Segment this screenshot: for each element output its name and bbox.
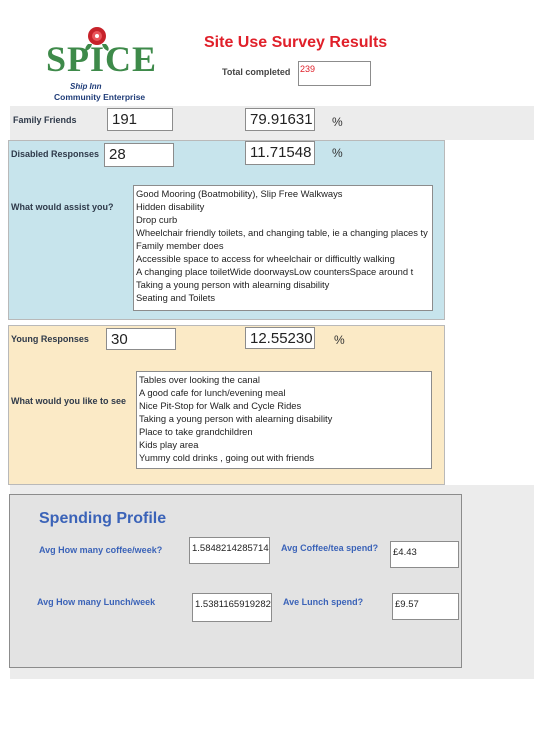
list-item: Tables over looking the canal [139,374,260,385]
family-percent-field[interactable]: 79.91631 [245,108,315,131]
lunch-spend-label: Ave Lunch spend? [283,597,364,607]
young-percent-sign: % [334,333,345,347]
young-count-field[interactable]: 30 [106,328,176,350]
list-item: Hidden disability [136,201,205,212]
list-item: A good cafe for lunch/evening meal [139,387,286,398]
list-item: Nice Pit-Stop for Walk and Cycle Rides [139,400,302,411]
list-item: Drop curb [136,214,178,225]
lunch-spend-field[interactable]: £9.57 [392,593,459,620]
page-title: Site Use Survey Results [204,34,388,51]
family-label: Family Friends [13,115,77,125]
list-item: Taking a young person with alearning disability [139,413,333,424]
list-item: Place to take grandchildren [139,426,253,437]
disabled-question: What would assist you? [11,202,114,212]
list-item: Taking a young person with alearning disability [136,279,330,290]
logo-subtitle-2: Community Enterprise [54,92,146,102]
coffee-count-field[interactable]: 1.5848214285714 [189,537,270,564]
lunch-count-label: Avg How many Lunch/week [37,597,156,607]
disabled-count-field[interactable]: 28 [104,143,174,167]
family-count-field[interactable]: 191 [107,108,173,131]
spending-title: Spending Profile [39,510,167,527]
list-item: Wheelchair friendly toilets, and changing table, ie a changing places ty [136,227,428,238]
young-question: What would you like to see [11,396,127,406]
list-item: Yummy cold drinks , going out with friends [139,452,315,463]
list-item: Accessible space to access for wheelchair or difficultly walking [136,253,395,264]
logo [44,22,156,104]
logo-subtitle-1: Ship Inn [70,82,102,91]
list-item: Good Mooring (Boatmobility), Slip Free Walkways [136,188,343,199]
list-item: A changing place toiletWide doorwaysLow countersSpace around t [136,266,414,277]
total-completed-value: 239 [300,64,316,74]
coffee-spend-label: Avg Coffee/tea spend? [281,543,379,553]
young-percent-field[interactable]: 12.55230 [245,327,315,349]
disabled-label: Disabled Responses [11,149,100,159]
disabled-percent-field[interactable]: 11.71548 [245,141,315,165]
lunch-count-field[interactable]: 1.5381165919282 [192,593,272,622]
logo-word: SPICE [46,39,158,79]
list-item: Kids play area [139,439,199,450]
disabled-percent-sign: % [332,146,343,160]
coffee-count-label: Avg How many coffee/week? [39,545,163,555]
family-percent-sign: % [332,115,343,129]
coffee-spend-field[interactable]: £4.43 [390,541,459,568]
young-answers-list[interactable] [136,371,432,469]
list-item: Family member does [136,240,224,251]
list-item: Seating and Toilets [136,292,216,303]
disabled-answers-list[interactable] [133,185,433,311]
young-label: Young Responses [11,334,89,344]
total-completed-field[interactable] [298,61,371,86]
total-completed-label: Total completed [222,67,291,77]
